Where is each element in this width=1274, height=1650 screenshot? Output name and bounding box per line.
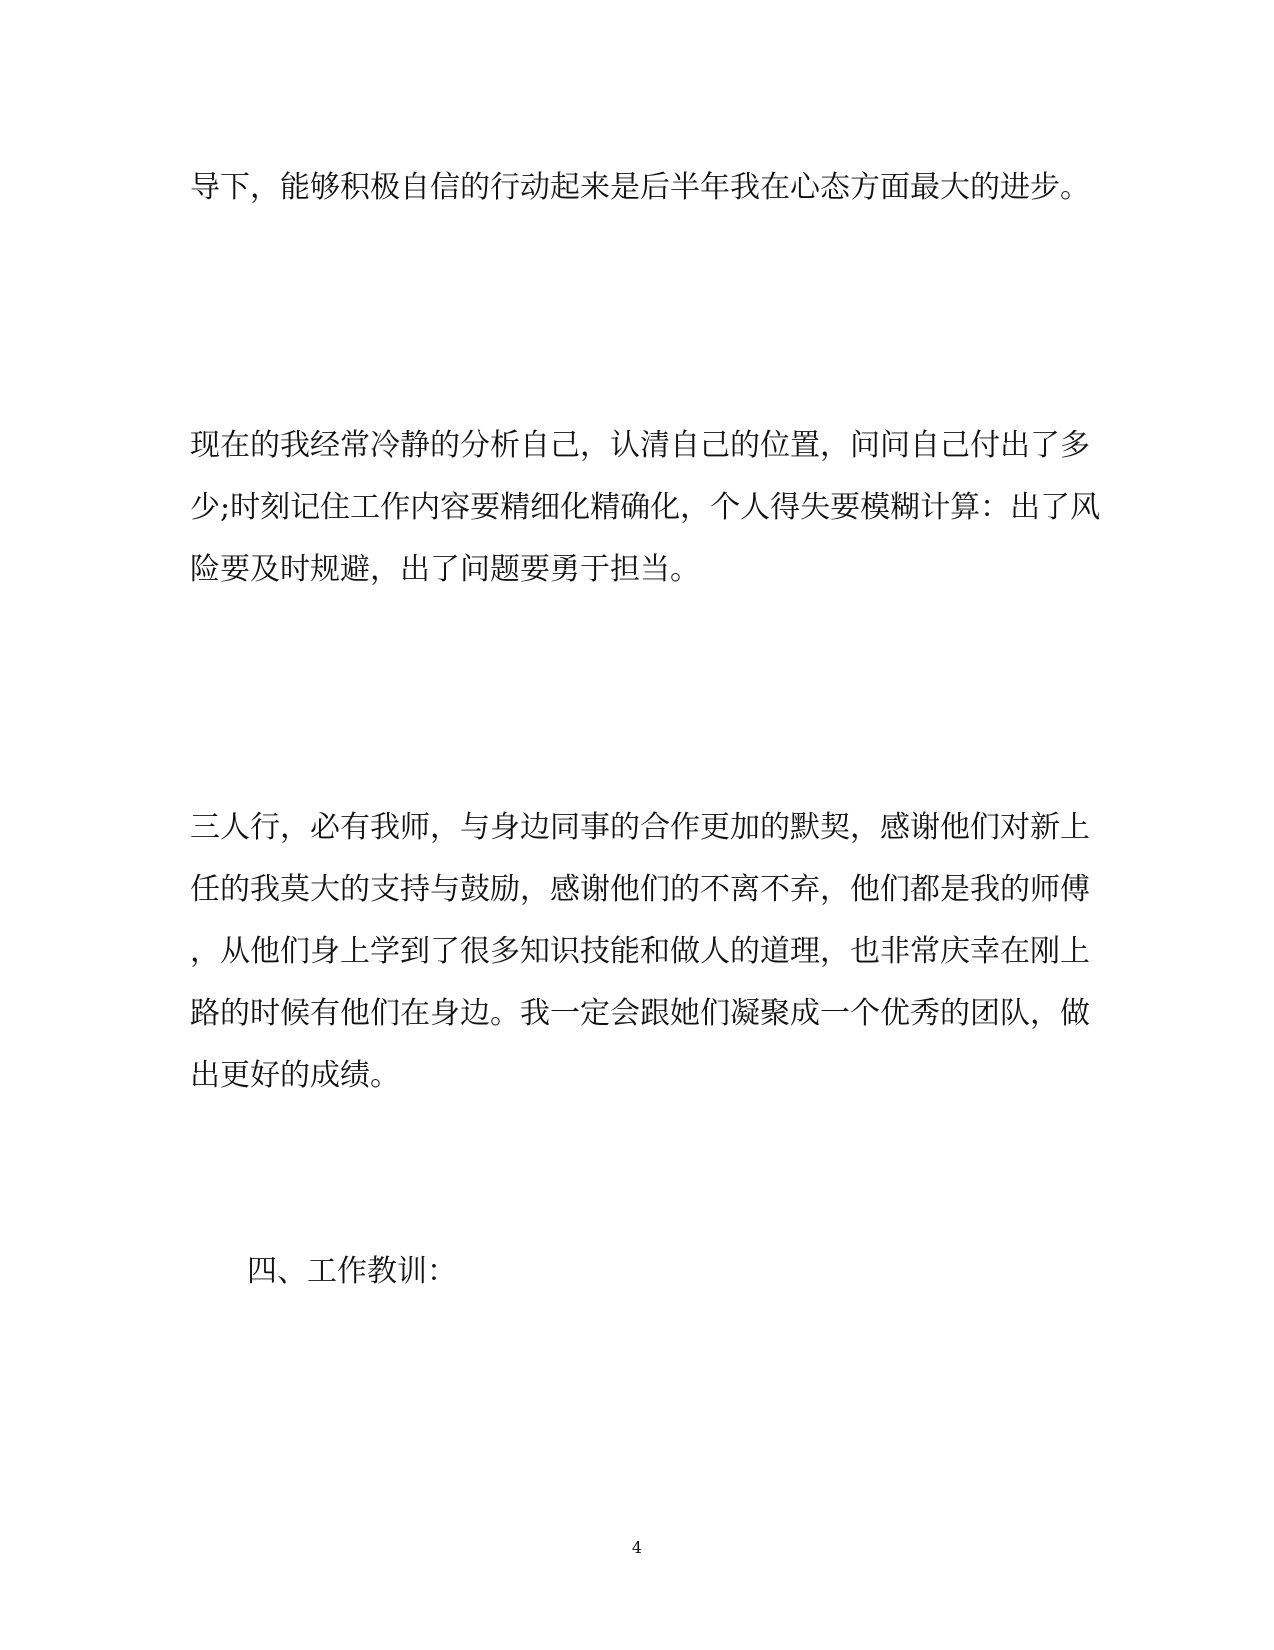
paragraph-line: 现在的我经常冷静的分析自己，认清自己的位置，问问自己付出了多 xyxy=(190,428,1090,463)
paragraph-line: 险要及时规避，出了问题要勇于担当。 xyxy=(190,552,700,587)
paragraph-line: 出更好的成绩。 xyxy=(190,1058,400,1093)
paragraph-line: 任的我莫大的支持与鼓励，感谢他们的不离不弃，他们都是我的师傅 xyxy=(190,872,1090,907)
paragraph-line: 导下，能够积极自信的行动起来是后半年我在心态方面最大的进步。 xyxy=(190,170,1090,205)
paragraph-line: 路的时候有他们在身边。我一定会跟她们凝聚成一个优秀的团队，做 xyxy=(190,996,1090,1031)
page-number: 4 xyxy=(631,1538,643,1557)
paragraph-line: 三人行，必有我师，与身边同事的合作更加的默契，感谢他们对新上 xyxy=(190,810,1090,845)
section-heading: 四、工作教训： xyxy=(247,1254,457,1289)
paragraph-line: ，从他们身上学到了很多知识技能和做人的道理，也非常庆幸在刚上 xyxy=(190,934,1090,969)
paragraph-line: 少;时刻记住工作内容要精细化精确化，个人得失要模糊计算：出了风 xyxy=(190,490,1101,525)
